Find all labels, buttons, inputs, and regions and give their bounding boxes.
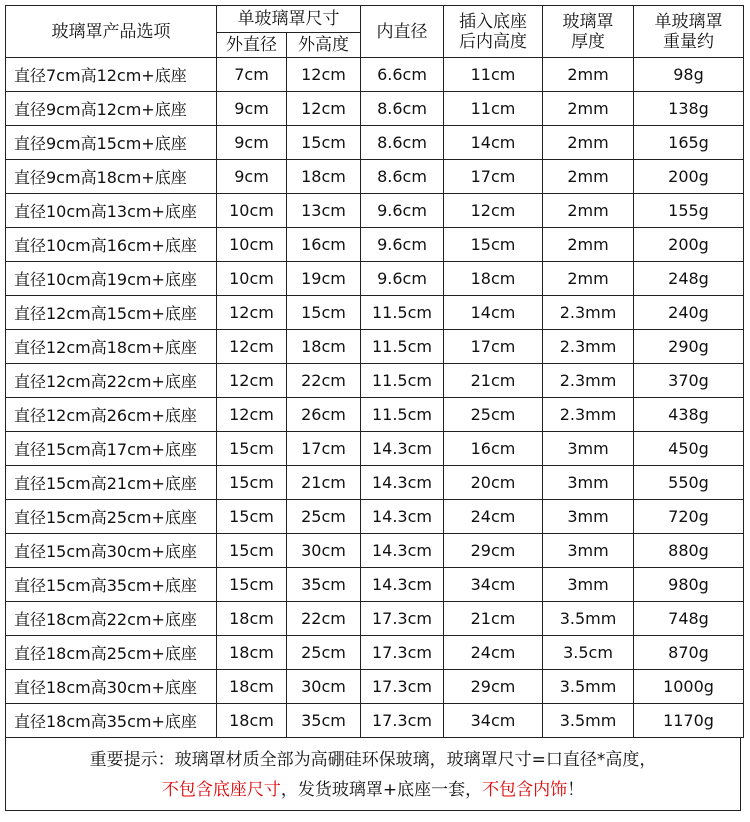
weight-cell: 165g: [634, 126, 744, 160]
outer-height-cell: 21cm: [287, 466, 361, 500]
product-name-cell: 直径18cm高22cm+底座: [6, 602, 217, 636]
insert-height-cell: 21cm: [444, 364, 543, 398]
product-name-cell: 直径15cm高21cm+底座: [6, 466, 217, 500]
weight-cell: 870g: [634, 636, 744, 670]
inner-diameter-cell: 11.5cm: [361, 364, 444, 398]
thickness-cell: 2mm: [543, 262, 634, 296]
outer-height-cell: 22cm: [287, 364, 361, 398]
table-row: [6, 160, 744, 194]
insert-height-cell: 29cm: [444, 670, 543, 704]
insert-height-cell: 34cm: [444, 568, 543, 602]
insert-height-cell: 25cm: [444, 398, 543, 432]
outer-diameter-cell: 15cm: [217, 466, 287, 500]
weight-cell: 980g: [634, 568, 744, 602]
weight-cell: 138g: [634, 92, 744, 126]
inner-diameter-cell: 11.5cm: [361, 330, 444, 364]
outer-diameter-cell: 9cm: [217, 126, 287, 160]
weight-cell: 370g: [634, 364, 744, 398]
outer-diameter-cell: 10cm: [217, 262, 287, 296]
outer-diameter-cell: 12cm: [217, 364, 287, 398]
insert-height-cell: 17cm: [444, 160, 543, 194]
weight-cell: 248g: [634, 262, 744, 296]
outer-height-cell: 25cm: [287, 636, 361, 670]
inner-diameter-cell: 8.6cm: [361, 160, 444, 194]
inner-diameter-cell: 8.6cm: [361, 126, 444, 160]
outer-diameter-cell: 7cm: [217, 58, 287, 92]
header-outer-height: 外高度: [287, 33, 361, 58]
insert-height-cell: 14cm: [444, 296, 543, 330]
table-row: [6, 704, 744, 738]
table-row: [6, 568, 744, 602]
thickness-cell: 3.5mm: [543, 670, 634, 704]
inner-diameter-cell: 11.5cm: [361, 296, 444, 330]
table-row: [6, 670, 744, 704]
outer-height-cell: 18cm: [287, 160, 361, 194]
weight-cell: 155g: [634, 194, 744, 228]
header-product: 玻璃罩产品选项: [6, 6, 217, 58]
outer-height-cell: 35cm: [287, 704, 361, 738]
thickness-cell: 2mm: [543, 194, 634, 228]
weight-cell: 720g: [634, 500, 744, 534]
outer-height-cell: 30cm: [287, 534, 361, 568]
product-name-cell: 直径18cm高25cm+底座: [6, 636, 217, 670]
table-row: [6, 126, 744, 160]
table-row: [6, 296, 744, 330]
inner-diameter-cell: 17.3cm: [361, 704, 444, 738]
inner-diameter-cell: 8.6cm: [361, 92, 444, 126]
notice-line-2: [6, 775, 740, 805]
product-name-cell: 直径12cm高22cm+底座: [6, 364, 217, 398]
spec-table: [5, 5, 744, 738]
notice-warning-base: 不包含底座尺寸: [161, 780, 281, 800]
outer-height-cell: 30cm: [287, 670, 361, 704]
outer-diameter-cell: 12cm: [217, 330, 287, 364]
thickness-cell: 2mm: [543, 126, 634, 160]
inner-diameter-cell: 17.3cm: [361, 602, 444, 636]
product-name-cell: 直径15cm高35cm+底座: [6, 568, 217, 602]
inner-diameter-cell: 11.5cm: [361, 398, 444, 432]
outer-height-cell: 18cm: [287, 330, 361, 364]
outer-height-cell: 22cm: [287, 602, 361, 636]
product-name-cell: 直径18cm高30cm+底座: [6, 670, 217, 704]
outer-diameter-cell: 9cm: [217, 92, 287, 126]
product-name-cell: 直径9cm高18cm+底座: [6, 160, 217, 194]
inner-diameter-cell: 14.3cm: [361, 534, 444, 568]
thickness-cell: 3mm: [543, 466, 634, 500]
thickness-cell: 2mm: [543, 160, 634, 194]
thickness-cell: 2mm: [543, 228, 634, 262]
table-row: [6, 602, 744, 636]
product-name-cell: 直径12cm高26cm+底座: [6, 398, 217, 432]
outer-diameter-cell: 10cm: [217, 228, 287, 262]
table-row: [6, 636, 744, 670]
outer-height-cell: 35cm: [287, 568, 361, 602]
outer-diameter-cell: 18cm: [217, 670, 287, 704]
insert-height-cell: 24cm: [444, 500, 543, 534]
weight-cell: 450g: [634, 432, 744, 466]
table-row: [6, 432, 744, 466]
product-name-cell: 直径12cm高18cm+底座: [6, 330, 217, 364]
thickness-cell: 2.3mm: [543, 296, 634, 330]
insert-height-cell: 29cm: [444, 534, 543, 568]
weight-cell: 438g: [634, 398, 744, 432]
weight-cell: 1000g: [634, 670, 744, 704]
product-name-cell: 直径7cm高12cm+底座: [6, 58, 217, 92]
outer-height-cell: 12cm: [287, 92, 361, 126]
inner-diameter-cell: 9.6cm: [361, 194, 444, 228]
product-name-cell: 直径10cm高19cm+底座: [6, 262, 217, 296]
outer-diameter-cell: 18cm: [217, 636, 287, 670]
inner-diameter-cell: 17.3cm: [361, 670, 444, 704]
header-inner-diameter: 内直径: [361, 6, 444, 58]
thickness-cell: 3mm: [543, 432, 634, 466]
outer-height-cell: 16cm: [287, 228, 361, 262]
thickness-cell: 3mm: [543, 568, 634, 602]
notice-line-1: 重要提示：玻璃罩材质全部为高硼硅环保玻璃，玻璃罩尺寸=口直径*高度，: [89, 750, 657, 770]
outer-diameter-cell: 15cm: [217, 432, 287, 466]
outer-diameter-cell: 15cm: [217, 500, 287, 534]
outer-diameter-cell: 9cm: [217, 160, 287, 194]
product-name-cell: 直径12cm高15cm+底座: [6, 296, 217, 330]
header-single-size: 单玻璃罩尺寸: [217, 6, 361, 33]
insert-height-cell: 24cm: [444, 636, 543, 670]
insert-height-cell: 11cm: [444, 58, 543, 92]
header-thickness: 玻璃罩 厚度: [543, 6, 634, 58]
thickness-cell: 3mm: [543, 500, 634, 534]
insert-height-cell: 21cm: [444, 602, 543, 636]
table-row: [6, 398, 744, 432]
thickness-cell: 2.3mm: [543, 330, 634, 364]
insert-height-cell: 20cm: [444, 466, 543, 500]
thickness-cell: 2mm: [543, 92, 634, 126]
important-notice: [5, 738, 741, 811]
thickness-cell: 3.5mm: [543, 704, 634, 738]
table-row: [6, 330, 744, 364]
thickness-cell: 2mm: [543, 58, 634, 92]
weight-cell: 748g: [634, 602, 744, 636]
notice-shipping: ，发货玻璃罩+底座一套，: [280, 780, 483, 800]
notice-warning-decor: 不包含内饰: [482, 780, 568, 800]
product-name-cell: 直径9cm高15cm+底座: [6, 126, 217, 160]
outer-height-cell: 25cm: [287, 500, 361, 534]
header-weight: 单玻璃罩 重量约: [634, 6, 744, 58]
table-row: [6, 58, 744, 92]
product-name-cell: 直径15cm高25cm+底座: [6, 500, 217, 534]
table-row: [6, 194, 744, 228]
weight-cell: 290g: [634, 330, 744, 364]
table-row: [6, 364, 744, 398]
table-row: [6, 534, 744, 568]
inner-diameter-cell: 14.3cm: [361, 568, 444, 602]
outer-height-cell: 17cm: [287, 432, 361, 466]
insert-height-cell: 17cm: [444, 330, 543, 364]
outer-height-cell: 15cm: [287, 296, 361, 330]
inner-diameter-cell: 14.3cm: [361, 466, 444, 500]
weight-cell: 240g: [634, 296, 744, 330]
inner-diameter-cell: 14.3cm: [361, 500, 444, 534]
insert-height-cell: 16cm: [444, 432, 543, 466]
outer-diameter-cell: 12cm: [217, 296, 287, 330]
inner-diameter-cell: 6.6cm: [361, 58, 444, 92]
weight-cell: 880g: [634, 534, 744, 568]
product-name-cell: 直径15cm高30cm+底座: [6, 534, 217, 568]
outer-diameter-cell: 15cm: [217, 568, 287, 602]
insert-height-cell: 18cm: [444, 262, 543, 296]
spec-sheet: [5, 5, 743, 811]
product-name-cell: 直径10cm高16cm+底座: [6, 228, 217, 262]
inner-diameter-cell: 9.6cm: [361, 262, 444, 296]
table-row: [6, 262, 744, 296]
weight-cell: 550g: [634, 466, 744, 500]
outer-diameter-cell: 18cm: [217, 704, 287, 738]
notice-end: ！: [567, 780, 585, 800]
weight-cell: 1170g: [634, 704, 744, 738]
outer-height-cell: 12cm: [287, 58, 361, 92]
outer-diameter-cell: 18cm: [217, 602, 287, 636]
spec-rows: [6, 58, 744, 738]
insert-height-cell: 14cm: [444, 126, 543, 160]
insert-height-cell: 15cm: [444, 228, 543, 262]
outer-height-cell: 13cm: [287, 194, 361, 228]
thickness-cell: 2.3mm: [543, 364, 634, 398]
outer-diameter-cell: 15cm: [217, 534, 287, 568]
weight-cell: 200g: [634, 160, 744, 194]
outer-diameter-cell: 10cm: [217, 194, 287, 228]
outer-height-cell: 26cm: [287, 398, 361, 432]
table-row: [6, 228, 744, 262]
inner-diameter-cell: 14.3cm: [361, 432, 444, 466]
table-row: [6, 500, 744, 534]
insert-height-cell: 34cm: [444, 704, 543, 738]
header-outer-diameter: 外直径: [217, 33, 287, 58]
table-row: [6, 92, 744, 126]
product-name-cell: 直径9cm高12cm+底座: [6, 92, 217, 126]
product-name-cell: 直径18cm高35cm+底座: [6, 704, 217, 738]
thickness-cell: 3.5cm: [543, 636, 634, 670]
product-name-cell: 直径10cm高13cm+底座: [6, 194, 217, 228]
header-insert-height: 插入底座 后内高度: [444, 6, 543, 58]
inner-diameter-cell: 17.3cm: [361, 636, 444, 670]
thickness-cell: 2.3mm: [543, 398, 634, 432]
inner-diameter-cell: 9.6cm: [361, 228, 444, 262]
table-row: [6, 466, 744, 500]
thickness-cell: 3.5mm: [543, 602, 634, 636]
outer-diameter-cell: 12cm: [217, 398, 287, 432]
product-name-cell: 直径15cm高17cm+底座: [6, 432, 217, 466]
outer-height-cell: 15cm: [287, 126, 361, 160]
weight-cell: 200g: [634, 228, 744, 262]
thickness-cell: 3mm: [543, 534, 634, 568]
insert-height-cell: 12cm: [444, 194, 543, 228]
insert-height-cell: 11cm: [444, 92, 543, 126]
outer-height-cell: 19cm: [287, 262, 361, 296]
weight-cell: 98g: [634, 58, 744, 92]
